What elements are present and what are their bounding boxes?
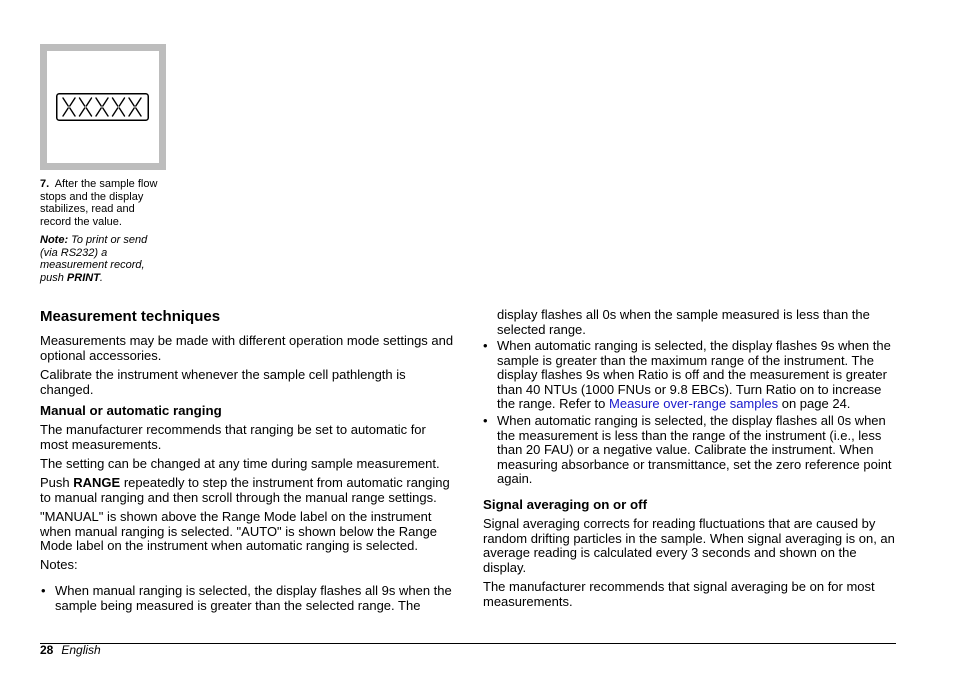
measure-over-range-link[interactable]: Measure over-range samples [609,396,779,412]
ranging-p1: The manufacturer recommends that ranging be set to automatic for most measurements. [40,422,426,452]
note-label: Note: [40,234,69,246]
lcd-segment [86,98,91,106]
ranging-title: Manual or automatic ranging [40,403,222,418]
signal-title: Signal averaging on or off [483,497,648,512]
lcd-segment [113,98,118,106]
display-figure [40,44,166,170]
lcd-segment [136,108,141,116]
note-print [40,234,160,284]
page-footer [40,643,101,657]
page-number: 28 [40,643,54,657]
lcd-segment [63,98,68,106]
bullet-auto-ranging-low [483,413,892,487]
ranging-p3 [40,476,456,505]
lcd-segment [86,108,91,116]
lcd-segment [96,108,101,116]
section-intro-2: Calibrate the instrument whenever the sample cell pathlength is changed. [40,367,406,397]
signal-p1: Signal averaging corrects for reading fluctuations that are caused by random drifting particles in the sample. When signal averaging is on, an average reading is calculated every 3 seconds and shown on the display. [483,516,895,575]
lcd-segment [119,98,124,106]
ranging-p4: "MANUAL" is shown above the Range Mode label on the instrument when manual ranging is selected. "AUTO" is shown below the Range Mode label on the instrument when automatic ranging is selected. [40,509,438,554]
print-key: PRINT [66,271,100,284]
ranging-p3-after: repeatedly to step the instrument from automatic ranging to manual ranging and then scroll through the manual range settings. [40,475,450,505]
lcd-segment [113,108,118,116]
lcd-segment [70,108,75,116]
lcd-segment [96,98,101,106]
bullet-dot: • [483,338,488,353]
section-title: Measurement techniques [40,308,221,325]
bullet-auto-ranging-high [483,338,892,412]
lcd-segment [129,98,134,106]
range-key: RANGE [73,475,121,490]
ranging-p2: The setting can be changed at any time during sample measurement. [40,456,440,471]
lcd-segment [80,98,85,106]
lcd-segment [129,108,134,116]
lcd-segment [63,108,68,116]
bullet-manual-ranging [41,583,455,613]
lcd-segment [136,98,141,106]
bullet-dot: • [483,413,488,428]
lcd-segment [103,98,108,106]
lcd-display-icon [56,93,149,121]
note-end: . [99,271,103,284]
bullet-2-text: When automatic ranging is selected, the display flashes 9s when the sample is greater than the maximum range of the instrument. The display flashes 9s when Ratio is off and the measurement is greater than 40 NTUs (1000 FNUs or 9.8 EBCs). Turn Ratio on to increase the range. Refer to [497,338,891,412]
footer-rule [40,643,896,644]
step-7 [40,178,160,228]
signal-p2: The manufacturer recommends that signal averaging be on for most measurements. [483,579,875,609]
step-text: After the sample flow stops and the display stabilizes, read and record the value. [40,178,158,228]
lcd-segment [103,108,108,116]
notes-label: Notes: [40,557,78,572]
bullet-dot: • [41,583,46,598]
ranging-p3-before: Push [40,475,70,490]
footer-language: English [61,643,101,657]
bullet-3-text: When automatic ranging is selected, the display flashes all 0s when the measurement is less than the range of the instrument (i.e., less than 20 FAU) or a negative value. Calibrate the instrument. When measuring absorbance or transmittance, set the zero reference point again. [497,413,892,487]
lcd-segment [119,108,124,116]
step-number: 7. [40,178,50,190]
lcd-segment [70,98,75,106]
note-text: To print or send (via RS232) a measurement record, push [40,234,148,284]
lcd-segment [80,108,85,116]
bullet-1-text: When manual ranging is selected, the display flashes all 9s when the sample being measured is greater than the selected range. The [55,583,452,613]
section-intro-1: Measurements may be made with different operation mode settings and optional accessories. [40,333,454,363]
bullet-2-after: on page 24. [781,396,851,412]
bullet-1-continued: display flashes all 0s when the sample measured is less than the selected range. [497,307,870,337]
